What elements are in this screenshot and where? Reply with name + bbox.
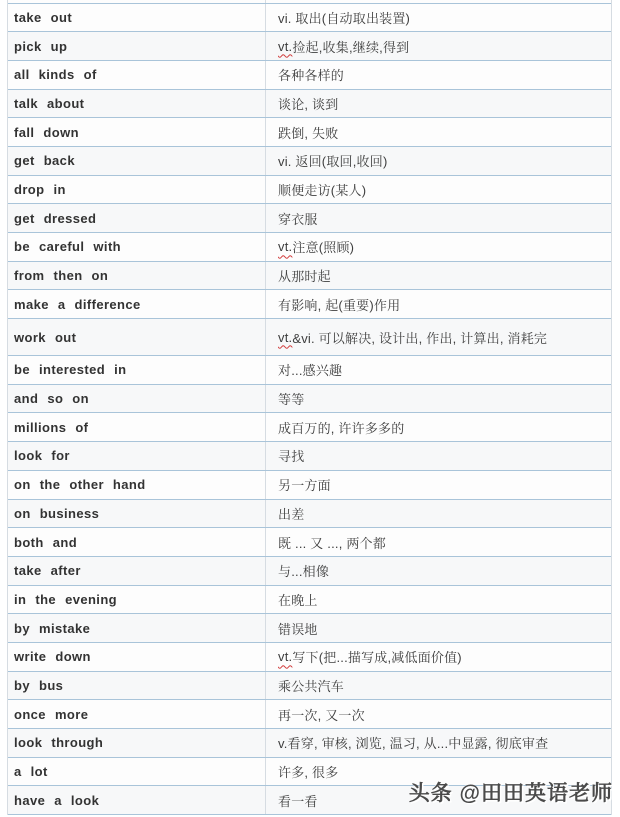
- definition-cell: [266, 614, 611, 642]
- phrase-cell: [8, 528, 266, 556]
- definition-text: v.看穿, 审核, 浏览, 温习, 从...中显露, 彻底审查: [278, 736, 549, 752]
- table-row: [8, 700, 611, 729]
- phrase-text: once more: [14, 706, 89, 722]
- phrase-cell: [8, 262, 266, 290]
- pos-tag-misspelled: vt.: [278, 329, 293, 345]
- definition-text: &vi. 可以解决, 设计出, 作出, 计算出, 消耗完: [292, 330, 548, 346]
- definition-cell: [266, 118, 611, 146]
- table-row: [8, 500, 611, 529]
- definition-cell: [266, 729, 611, 757]
- definition-cell: [266, 204, 611, 232]
- table-row: [8, 471, 611, 500]
- phrase-text: and so on: [14, 391, 89, 407]
- phrase-text: a lot: [14, 764, 48, 780]
- phrase-text: by bus: [14, 677, 64, 693]
- table-row: [8, 413, 611, 442]
- phrase-cell: [8, 147, 266, 175]
- table-row: [8, 204, 611, 233]
- table-row: [8, 290, 611, 319]
- phrase-text: both and: [14, 534, 78, 550]
- phrase-cell: [8, 233, 266, 261]
- definition-cell: [266, 586, 611, 614]
- definition-text: 既 ... 又 ..., 两个都: [278, 535, 386, 551]
- definition-text: 错误地: [278, 621, 318, 637]
- definition-text: 写下(把...描写成,减低面价值): [292, 650, 462, 666]
- phrase-cell: [8, 356, 266, 384]
- definition-text: 看一看: [278, 793, 318, 809]
- definition-text: 对...感兴趣: [278, 363, 343, 379]
- definition-cell: [266, 290, 611, 318]
- phrase-text: talk about: [14, 95, 85, 111]
- phrase-cell: [8, 729, 266, 757]
- table-row: [8, 233, 611, 262]
- pos-tag-misspelled: vt.: [278, 649, 293, 665]
- phrase-text: be careful with: [14, 239, 122, 255]
- phrase-cell: [8, 290, 266, 318]
- phrase-text: get dressed: [14, 210, 97, 226]
- definition-cell: [266, 442, 611, 470]
- phrase-text: fall down: [14, 124, 79, 140]
- definition-cell: [266, 4, 611, 32]
- definition-text: 乘公共汽车: [278, 678, 345, 694]
- definition-cell: [266, 176, 611, 204]
- phrase-cell: [8, 700, 266, 728]
- table-row: [8, 614, 611, 643]
- phrase-cell: [8, 786, 266, 814]
- pos-tag-misspelled: vt.: [278, 239, 293, 255]
- table-row: [8, 356, 611, 385]
- table-row: [8, 176, 611, 205]
- phrase-text: by mistake: [14, 620, 91, 636]
- phrase-table: [7, 0, 612, 815]
- definition-cell: [266, 90, 611, 118]
- phrase-cell: [8, 614, 266, 642]
- table-row: [8, 147, 611, 176]
- phrase-text: pick up: [14, 38, 68, 54]
- phrase-cell: [8, 90, 266, 118]
- table-row: [8, 4, 611, 33]
- phrase-cell: [8, 176, 266, 204]
- definition-text: 跌倒, 失败: [278, 125, 339, 141]
- phrase-cell: [8, 643, 266, 671]
- phrase-text: on the other hand: [14, 477, 146, 493]
- definition-cell: [266, 32, 611, 60]
- phrase-cell: [8, 413, 266, 441]
- definition-cell: [266, 643, 611, 671]
- phrase-text: drop in: [14, 181, 66, 197]
- phrase-text: all kinds of: [14, 67, 97, 83]
- phrase-cell: [8, 500, 266, 528]
- table-row: [8, 586, 611, 615]
- phrase-cell: [8, 442, 266, 470]
- phrase-text: millions of: [14, 419, 89, 435]
- phrase-text: write down: [14, 649, 91, 665]
- phrase-text: on business: [14, 505, 100, 521]
- phrase-text: take out: [14, 9, 73, 25]
- phrase-cell: [8, 118, 266, 146]
- phrase-cell: [8, 61, 266, 89]
- phrase-text: in the evening: [14, 591, 118, 607]
- definition-text: 从那时起: [278, 269, 331, 285]
- pos-tag-misspelled: vt.: [278, 38, 293, 54]
- phrase-cell: [8, 586, 266, 614]
- definition-cell: [266, 500, 611, 528]
- table-row: [8, 262, 611, 291]
- definition-cell: [266, 262, 611, 290]
- phrase-text: be interested in: [14, 362, 127, 378]
- watermark: 头条 @田田英语老师: [408, 782, 613, 805]
- phrase-cell: [8, 319, 266, 355]
- definition-cell: [266, 61, 611, 89]
- table-row: [8, 528, 611, 557]
- definition-text: 许多, 很多: [278, 765, 339, 781]
- definition-cell: [266, 147, 611, 175]
- definition-text: 寻找: [278, 449, 305, 465]
- definition-cell: [266, 471, 611, 499]
- phrase-text: get back: [14, 153, 75, 169]
- definition-text: 顺便走访(某人): [278, 182, 367, 198]
- definition-text: 在晚上: [278, 592, 318, 608]
- phrase-text: work out: [14, 329, 77, 345]
- definition-text: 成百万的, 许许多多的: [278, 420, 405, 436]
- definition-cell: [266, 233, 611, 261]
- phrase-cell: [8, 471, 266, 499]
- definition-text: 另一方面: [278, 478, 331, 494]
- phrase-cell: [8, 4, 266, 32]
- table-row: [8, 442, 611, 471]
- definition-cell: [266, 356, 611, 384]
- phrase-text: from then on: [14, 268, 109, 284]
- definition-text: 有影响, 起(重要)作用: [278, 297, 401, 313]
- definition-text: 穿衣服: [278, 211, 318, 227]
- table-row: [8, 729, 611, 758]
- phrase-text: make a difference: [14, 296, 141, 312]
- table-row: [8, 32, 611, 61]
- definition-text: vi. 取出(自动取出装置): [278, 10, 411, 26]
- definition-text: 出差: [278, 506, 305, 522]
- definition-cell: [266, 700, 611, 728]
- definition-text: vi. 返回(取回,收回): [278, 154, 388, 170]
- phrase-text: look through: [14, 735, 104, 751]
- phrase-cell: [8, 32, 266, 60]
- table-row: [8, 557, 611, 586]
- definition-text: 谈论, 谈到: [278, 96, 339, 112]
- definition-cell: [266, 319, 611, 355]
- definition-text: 与...相像: [278, 564, 330, 580]
- definition-cell: [266, 0, 611, 3]
- table-row: [8, 90, 611, 119]
- table-row: [8, 672, 611, 701]
- table-row: [8, 118, 611, 147]
- definition-cell: [266, 672, 611, 700]
- phrase-cell: [8, 758, 266, 786]
- phrase-cell: [8, 204, 266, 232]
- definition-text: 各种各样的: [278, 68, 345, 84]
- definition-text: 注意(照顾): [292, 240, 355, 256]
- definition-text: 等等: [278, 392, 305, 408]
- definition-cell: [266, 413, 611, 441]
- table-row: [8, 61, 611, 90]
- phrase-cell: [8, 0, 266, 3]
- phrase-text: have a look: [14, 792, 100, 808]
- definition-cell: [266, 528, 611, 556]
- definition-text: 捡起,收集,继续,得到: [292, 39, 410, 55]
- phrase-text: take after: [14, 563, 81, 579]
- phrase-cell: [8, 385, 266, 413]
- definition-cell: [266, 385, 611, 413]
- phrase-text: look for: [14, 448, 70, 464]
- table-row: [8, 643, 611, 672]
- phrase-cell: [8, 672, 266, 700]
- table-row: [8, 385, 611, 414]
- definition-cell: [266, 557, 611, 585]
- table-row: [8, 319, 611, 356]
- definition-text: 再一次, 又一次: [278, 707, 365, 723]
- phrase-cell: [8, 557, 266, 585]
